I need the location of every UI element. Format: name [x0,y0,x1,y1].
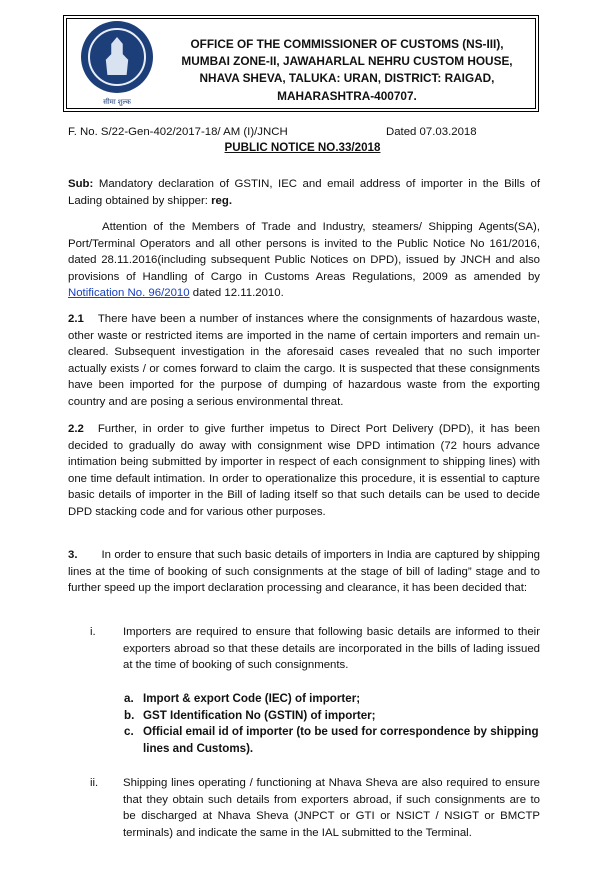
office-header [63,15,539,112]
office-line: NHAVA SHEVA, TALUKA: URAN, DISTRICT: RAIGAD, [199,71,495,86]
paragraph-text: Further, in order to give further impetus to Direct Port Delivery (DPD), it has been decided to gradually do away with consignment wise DPD intimation (72 hours advance intimation being submitted by importer in respect of each consignment to shipping lines) with one time default intimation. In order to operationalize this procedure, it is essential to capture basic details of importer in the Bill of lading itself so that such details can be used to decide DPD stacking code and for various other purposes. [68,423,540,518]
paragraph-3 [68,547,540,597]
office-line: MUMBAI ZONE-II, JAWAHARLAL NEHRU CUSTOM HOUSE, [181,54,513,69]
paragraph-text: There have been a number of instances where the consignments of hazardous waste, other waste or restricted items are imported in the name of certain importers and remain un-cleared. Subsequent investigation in the aforesaid cases revealed that no such importer actually exists / or comes forward to claim the cargo. It is suspected that these consignments have been imported for the purpose of dumping of hazardous waste from the exporting country and are posing a serious environmental threat. [68,313,540,408]
detail-text: Import & export Code (IEC) of importer; [143,692,361,705]
list-marker: i. [90,626,96,638]
office-line: OFFICE OF THE COMMISSIONER OF CUSTOMS (NS-III), [190,37,504,51]
paragraph-2-2 [68,421,540,521]
detail-item [124,708,540,725]
notice-title: PUBLIC NOTICE NO.33/2018 [224,141,381,154]
list-item-text: Shipping lines operating / functioning at Nhava Sheva are also required to ensure that they obtain such details from exporters abroad, if such consignments are to be discharged at Nhava Sheva (JNPCT or GTI or NSICT / NSIGT or BMCTP terminals) and indicate the same in the IAL submitted to the Terminal. [123,777,540,839]
subject-text: Mandatory declaration of GSTIN, IEC and email address of importer in the Bills of Lading obtained by shipper: [68,178,540,207]
detail-item [124,691,540,708]
detail-marker: b. [124,708,135,722]
detail-item [124,724,540,757]
detail-marker: a. [124,692,134,705]
subject-label: Sub: [68,178,94,190]
paragraph-2-1 [68,311,540,411]
detail-marker: c. [124,725,134,739]
office-address [172,36,522,105]
notification-link[interactable]: Notification No. 96/2010 [68,287,190,300]
detail-text: Official email id of importer (to be used for correspondence by shipping lines and Customs). [143,725,539,755]
subject-line [68,176,540,209]
paragraph-number: 2.1 [68,313,84,325]
emblem-caption: सीमा शुल्क [103,99,131,106]
subject-suffix: reg. [211,194,233,207]
paragraph-number: 2.2 [68,423,84,435]
paragraph-number: 3. [68,549,78,561]
office-line: MAHARASHTRA-400707. [277,88,417,103]
notice-date: Dated 07.03.2018 [386,126,477,138]
intro-text: Attention of the Members of Trade and Industry, steamers/ Shipping Agents(SA), Port/Terminal Operators and all other persons is invited to the Public Notice No 161/2016, dated 28.11.2016(including subsequent Public Notices on DPD), issued by JNCH and also provisions of Handling of Cargo in Customs Areas Regulations, 2009 as amended by [68,221,540,283]
list-item-text: Importers are required to ensure that following basic details are informed to their exporters abroad so that these details are incorporated in the bills of lading issued at the time of booking of such consignments. [123,626,540,672]
intro-text-end: dated 12.11.2010. [189,287,284,300]
list-marker: ii. [90,777,99,789]
customs-emblem-icon [81,21,153,106]
detail-text: GST Identification No (GSTIN) of importer; [143,708,376,722]
importer-details-list [124,691,540,757]
paragraph-text: In order to ensure that such basic details of importers in India are captured by shipping lines at the time of booking of such consignments at the stage of bill of lading” stage and to further speed up the import declaration processing and clearance, it has been decided that: [68,549,540,595]
file-number: F. No. S/22-Gen-402/2017-18/ AM (I)/JNCH [68,126,288,138]
intro-paragraph [68,219,540,302]
